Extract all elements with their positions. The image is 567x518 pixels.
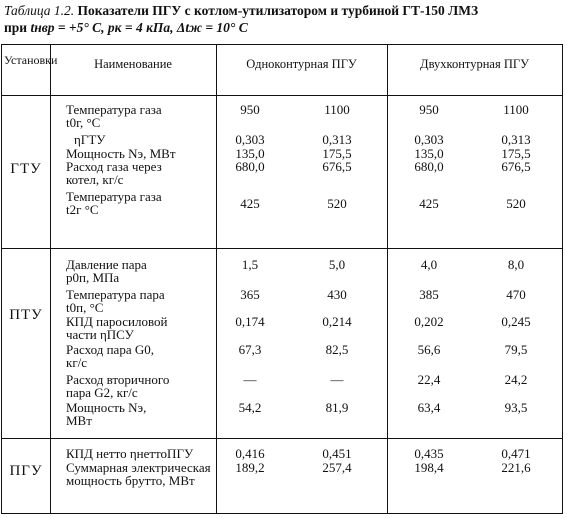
data-table bbox=[1, 44, 563, 514]
param-label: КПД паросиловой части ηПСУ bbox=[66, 314, 168, 342]
header-group: Установки bbox=[4, 53, 58, 67]
table-cell: 950 bbox=[240, 102, 260, 117]
group-divider bbox=[2, 438, 562, 439]
col-divider bbox=[387, 45, 388, 513]
param-label: Мощность Nэ, МВт bbox=[66, 146, 176, 161]
table-cell: 365 bbox=[240, 287, 260, 302]
table-cell: 198,4 bbox=[414, 460, 444, 475]
table-cell: 0,245 bbox=[501, 314, 531, 329]
table-cell: 0,303 bbox=[235, 132, 265, 147]
table-cell: 54,2 bbox=[238, 400, 262, 415]
table-cell: 680,0 bbox=[235, 159, 265, 174]
table-cell: 0,214 bbox=[322, 314, 352, 329]
caption-label: Таблица 1.2. bbox=[4, 3, 75, 18]
table-cell: 24,2 bbox=[504, 372, 528, 387]
table-cell: 520 bbox=[327, 196, 347, 211]
table-cell: 470 bbox=[506, 287, 526, 302]
header-divider bbox=[2, 95, 562, 96]
table-cell: 175,5 bbox=[322, 146, 352, 161]
table-cell: 0,451 bbox=[322, 446, 352, 461]
header-param: Наименование bbox=[94, 57, 172, 71]
param-label: Мощность Nэ, МВт bbox=[66, 400, 147, 428]
group-divider bbox=[2, 248, 562, 249]
table-cell: 0,313 bbox=[322, 132, 352, 147]
table-cell: 189,2 bbox=[235, 460, 265, 475]
table-cell: 0,313 bbox=[501, 132, 531, 147]
table-cell: 0,202 bbox=[414, 314, 444, 329]
caption-cond2: pк = 4 кПа, bbox=[107, 20, 174, 35]
table-cell: 0,435 bbox=[414, 446, 444, 461]
table-cell: 8,0 bbox=[507, 257, 525, 272]
param-label: КПД нетто ηнеттоПГУ bbox=[66, 446, 194, 461]
table-cell: 22,4 bbox=[417, 372, 441, 387]
param-label: Расход вторичного пара G2, кг/с bbox=[66, 372, 170, 400]
table-cell: 1,5 bbox=[241, 257, 259, 272]
group-label: ГТУ bbox=[10, 161, 42, 177]
table-cell: 425 bbox=[419, 196, 439, 211]
table-cell: 676,5 bbox=[501, 159, 531, 174]
param-label: Суммарная электрическая мощность брутто, МВт bbox=[66, 460, 211, 488]
param-label: Температура газа t0г, °С bbox=[66, 102, 162, 130]
table-cell: 221,6 bbox=[501, 460, 531, 475]
table-caption bbox=[4, 2, 564, 36]
table-cell: 175,5 bbox=[501, 146, 531, 161]
table-cell: 135,0 bbox=[414, 146, 444, 161]
group-label: ПГУ bbox=[9, 463, 43, 479]
table-cell: 67,3 bbox=[238, 342, 262, 357]
caption-cond1: tнвр = +5° С, bbox=[30, 20, 105, 35]
table-cell: 0,174 bbox=[235, 314, 265, 329]
table-cell: 257,4 bbox=[322, 460, 352, 475]
table-cell: 56,6 bbox=[417, 342, 441, 357]
table-cell: 82,5 bbox=[325, 342, 349, 357]
table-cell: 1100 bbox=[324, 102, 350, 117]
table-cell: — bbox=[243, 372, 257, 387]
table-cell: 0,471 bbox=[501, 446, 531, 461]
header-single: Одноконтурная ПГУ bbox=[246, 57, 357, 71]
col-divider bbox=[50, 45, 51, 513]
table-cell: 430 bbox=[327, 287, 347, 302]
param-label: Расход газа через котел, кг/с bbox=[66, 159, 162, 187]
header-double: Двухконтурная ПГУ bbox=[420, 57, 529, 71]
table-cell: 1100 bbox=[503, 102, 529, 117]
col-divider bbox=[216, 45, 217, 513]
param-label: ηГТУ bbox=[74, 132, 106, 147]
param-label: Давление пара p0п, МПа bbox=[66, 257, 147, 285]
caption-cond3: Δtж = 10° С bbox=[176, 20, 248, 35]
table-cell: 680,0 bbox=[414, 159, 444, 174]
param-label: Температура пара t0п, °С bbox=[66, 287, 165, 315]
table-cell: 425 bbox=[240, 196, 260, 211]
table-cell: 5,0 bbox=[328, 257, 346, 272]
group-label: ПТУ bbox=[9, 307, 43, 323]
table-cell: 520 bbox=[506, 196, 526, 211]
table-cell: 4,0 bbox=[420, 257, 438, 272]
table-cell: 0,416 bbox=[235, 446, 265, 461]
table-cell: 385 bbox=[419, 287, 439, 302]
param-label: Температура газа t2г °С bbox=[66, 189, 162, 217]
table-cell: 79,5 bbox=[504, 342, 528, 357]
table-cell: — bbox=[330, 372, 344, 387]
table-cell: 0,303 bbox=[414, 132, 444, 147]
caption-title: Показатели ПГУ с котлом-утилизатором и турбиной ГТ-150 ЛМЗ bbox=[77, 3, 479, 18]
table-cell: 950 bbox=[419, 102, 439, 117]
table-cell: 63,4 bbox=[417, 400, 441, 415]
table-cell: 676,5 bbox=[322, 159, 352, 174]
table-cell: 135,0 bbox=[235, 146, 265, 161]
table-cell: 93,5 bbox=[504, 400, 528, 415]
param-label: Расход пара G0, кг/с bbox=[66, 342, 154, 370]
caption-prefix: при bbox=[4, 20, 28, 35]
table-cell: 81,9 bbox=[325, 400, 349, 415]
